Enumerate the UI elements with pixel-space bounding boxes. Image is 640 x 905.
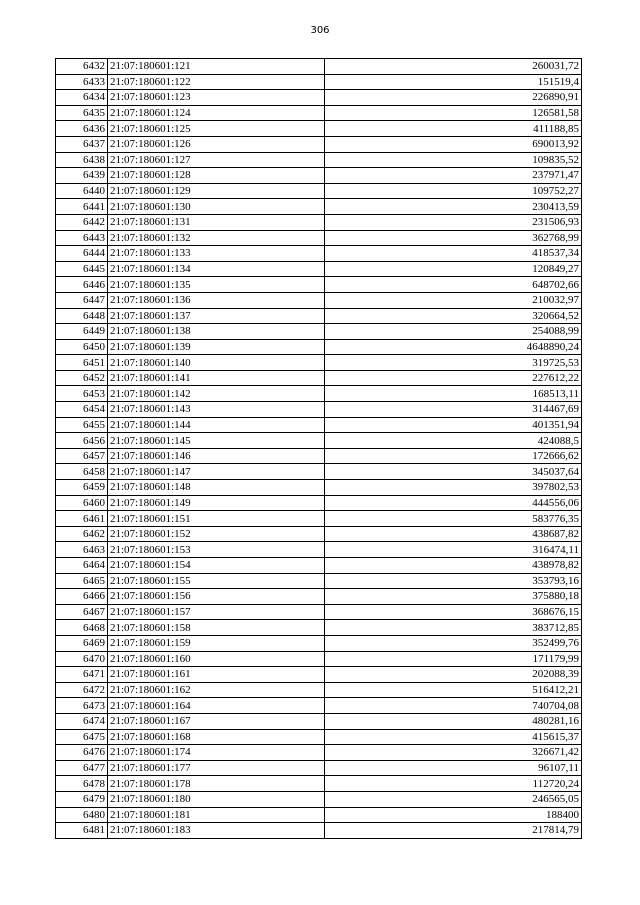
table-row (56, 604, 582, 620)
row-number-cell: 6476 (56, 745, 108, 761)
table-row (56, 168, 582, 184)
value-cell: 690013,92 (325, 136, 582, 152)
cadastral-number-cell: 21:07:180601:121 (108, 59, 325, 75)
table-row (56, 667, 582, 683)
row-number-cell: 6451 (56, 355, 108, 371)
table-row (56, 183, 582, 199)
table-row (56, 464, 582, 480)
row-number-cell: 6447 (56, 292, 108, 308)
cadastral-number-cell: 21:07:180601:131 (108, 214, 325, 230)
cadastral-number-cell: 21:07:180601:139 (108, 339, 325, 355)
row-number-cell: 6437 (56, 136, 108, 152)
row-number-cell: 6463 (56, 542, 108, 558)
table-row (56, 199, 582, 215)
cadastral-number-cell: 21:07:180601:148 (108, 480, 325, 496)
value-cell: 411188,85 (325, 121, 582, 137)
row-number-cell: 6479 (56, 791, 108, 807)
cadastral-number-cell: 21:07:180601:140 (108, 355, 325, 371)
cadastral-number-cell: 21:07:180601:124 (108, 105, 325, 121)
cadastral-number-cell: 21:07:180601:127 (108, 152, 325, 168)
cadastral-number-cell: 21:07:180601:156 (108, 589, 325, 605)
row-number-cell: 6435 (56, 105, 108, 121)
table-row (56, 558, 582, 574)
table-row (56, 355, 582, 371)
value-cell: 109752,27 (325, 183, 582, 199)
row-number-cell: 6455 (56, 417, 108, 433)
table-row (56, 620, 582, 636)
row-number-cell: 6464 (56, 558, 108, 574)
table-row (56, 136, 582, 152)
table-row (56, 246, 582, 262)
row-number-cell: 6456 (56, 433, 108, 449)
value-cell: 352499,76 (325, 635, 582, 651)
data-table (55, 58, 582, 839)
value-cell: 516412,21 (325, 682, 582, 698)
cadastral-number-cell: 21:07:180601:174 (108, 745, 325, 761)
value-cell: 112720,24 (325, 776, 582, 792)
table-row (56, 729, 582, 745)
cadastral-number-cell: 21:07:180601:137 (108, 308, 325, 324)
cadastral-number-cell: 21:07:180601:123 (108, 90, 325, 106)
value-cell: 424088,5 (325, 433, 582, 449)
value-cell: 230413,59 (325, 199, 582, 215)
value-cell: 316474,11 (325, 542, 582, 558)
row-number-cell: 6442 (56, 214, 108, 230)
value-cell: 397802,53 (325, 480, 582, 496)
cadastral-number-cell: 21:07:180601:138 (108, 324, 325, 340)
table-row (56, 417, 582, 433)
table-row (56, 74, 582, 90)
row-number-cell: 6454 (56, 402, 108, 418)
cadastral-number-cell: 21:07:180601:143 (108, 402, 325, 418)
value-cell: 444556,06 (325, 495, 582, 511)
value-cell: 648702,66 (325, 277, 582, 293)
row-number-cell: 6445 (56, 261, 108, 277)
cadastral-number-cell: 21:07:180601:177 (108, 760, 325, 776)
value-cell: 260031,72 (325, 59, 582, 75)
row-number-cell: 6478 (56, 776, 108, 792)
value-cell: 480281,16 (325, 713, 582, 729)
row-number-cell: 6466 (56, 589, 108, 605)
table-row (56, 292, 582, 308)
cadastral-number-cell: 21:07:180601:144 (108, 417, 325, 433)
table-row (56, 791, 582, 807)
table-row (56, 152, 582, 168)
table-row (56, 745, 582, 761)
value-cell: 438687,82 (325, 526, 582, 542)
value-cell: 171179,99 (325, 651, 582, 667)
table-row (56, 402, 582, 418)
cadastral-number-cell: 21:07:180601:135 (108, 277, 325, 293)
cadastral-number-cell: 21:07:180601:136 (108, 292, 325, 308)
cadastral-number-cell: 21:07:180601:133 (108, 246, 325, 262)
row-number-cell: 6460 (56, 495, 108, 511)
cadastral-number-cell: 21:07:180601:132 (108, 230, 325, 246)
value-cell: 126581,58 (325, 105, 582, 121)
cadastral-number-cell: 21:07:180601:161 (108, 667, 325, 683)
row-number-cell: 6473 (56, 698, 108, 714)
row-number-cell: 6467 (56, 604, 108, 620)
row-number-cell: 6452 (56, 370, 108, 386)
table-row (56, 339, 582, 355)
cadastral-number-cell: 21:07:180601:181 (108, 807, 325, 823)
row-number-cell: 6475 (56, 729, 108, 745)
cadastral-number-cell: 21:07:180601:147 (108, 464, 325, 480)
value-cell: 314467,69 (325, 402, 582, 418)
table-row (56, 682, 582, 698)
row-number-cell: 6458 (56, 464, 108, 480)
row-number-cell: 6457 (56, 448, 108, 464)
cadastral-number-cell: 21:07:180601:180 (108, 791, 325, 807)
table-row (56, 573, 582, 589)
cadastral-number-cell: 21:07:180601:157 (108, 604, 325, 620)
value-cell: 345037,64 (325, 464, 582, 480)
cadastral-number-cell: 21:07:180601:158 (108, 620, 325, 636)
table-row (56, 776, 582, 792)
table-row (56, 526, 582, 542)
table-row (56, 651, 582, 667)
value-cell: 353793,16 (325, 573, 582, 589)
table-row (56, 90, 582, 106)
value-cell: 438978,82 (325, 558, 582, 574)
cadastral-number-cell: 21:07:180601:130 (108, 199, 325, 215)
row-number-cell: 6465 (56, 573, 108, 589)
table-row (56, 542, 582, 558)
row-number-cell: 6480 (56, 807, 108, 823)
cadastral-number-cell: 21:07:180601:146 (108, 448, 325, 464)
row-number-cell: 6438 (56, 152, 108, 168)
row-number-cell: 6436 (56, 121, 108, 137)
row-number-cell: 6462 (56, 526, 108, 542)
row-number-cell: 6477 (56, 760, 108, 776)
cadastral-number-cell: 21:07:180601:152 (108, 526, 325, 542)
row-number-cell: 6443 (56, 230, 108, 246)
row-number-cell: 6450 (56, 339, 108, 355)
table-row (56, 277, 582, 293)
page-number: 306 (310, 25, 330, 36)
cadastral-number-cell: 21:07:180601:151 (108, 511, 325, 527)
value-cell: 418537,34 (325, 246, 582, 262)
value-cell: 120849,27 (325, 261, 582, 277)
table-row (56, 807, 582, 823)
cadastral-number-cell: 21:07:180601:126 (108, 136, 325, 152)
table-row (56, 324, 582, 340)
cadastral-number-cell: 21:07:180601:168 (108, 729, 325, 745)
cadastral-number-cell: 21:07:180601:153 (108, 542, 325, 558)
value-cell: 151519,4 (325, 74, 582, 90)
cadastral-number-cell: 21:07:180601:178 (108, 776, 325, 792)
value-cell: 362768,99 (325, 230, 582, 246)
value-cell: 246565,05 (325, 791, 582, 807)
table-row (56, 495, 582, 511)
value-cell: 109835,52 (325, 152, 582, 168)
value-cell: 188400 (325, 807, 582, 823)
table-row (56, 823, 582, 839)
cadastral-number-cell: 21:07:180601:183 (108, 823, 325, 839)
row-number-cell: 6453 (56, 386, 108, 402)
cadastral-number-cell: 21:07:180601:149 (108, 495, 325, 511)
table-row (56, 370, 582, 386)
cadastral-number-cell: 21:07:180601:142 (108, 386, 325, 402)
cadastral-number-cell: 21:07:180601:125 (108, 121, 325, 137)
value-cell: 172666,62 (325, 448, 582, 464)
table-row (56, 308, 582, 324)
cadastral-number-cell: 21:07:180601:160 (108, 651, 325, 667)
row-number-cell: 6434 (56, 90, 108, 106)
value-cell: 231506,93 (325, 214, 582, 230)
cadastral-number-cell: 21:07:180601:164 (108, 698, 325, 714)
value-cell: 227612,22 (325, 370, 582, 386)
table-row (56, 635, 582, 651)
row-number-cell: 6446 (56, 277, 108, 293)
value-cell: 740704,08 (325, 698, 582, 714)
row-number-cell: 6433 (56, 74, 108, 90)
value-cell: 326671,42 (325, 745, 582, 761)
value-cell: 415615,37 (325, 729, 582, 745)
table-row (56, 433, 582, 449)
row-number-cell: 6459 (56, 480, 108, 496)
value-cell: 375880,18 (325, 589, 582, 605)
table-row (56, 59, 582, 75)
value-cell: 217814,79 (325, 823, 582, 839)
value-cell: 320664,52 (325, 308, 582, 324)
value-cell: 168513,11 (325, 386, 582, 402)
table-row (56, 589, 582, 605)
table-row (56, 511, 582, 527)
value-cell: 583776,35 (325, 511, 582, 527)
value-cell: 237971,47 (325, 168, 582, 184)
value-cell: 383712,85 (325, 620, 582, 636)
row-number-cell: 6474 (56, 713, 108, 729)
row-number-cell: 6481 (56, 823, 108, 839)
cadastral-number-cell: 21:07:180601:122 (108, 74, 325, 90)
cadastral-number-cell: 21:07:180601:129 (108, 183, 325, 199)
row-number-cell: 6432 (56, 59, 108, 75)
row-number-cell: 6469 (56, 635, 108, 651)
value-cell: 368676,15 (325, 604, 582, 620)
row-number-cell: 6461 (56, 511, 108, 527)
cadastral-number-cell: 21:07:180601:128 (108, 168, 325, 184)
table-row (56, 261, 582, 277)
row-number-cell: 6472 (56, 682, 108, 698)
cadastral-number-cell: 21:07:180601:162 (108, 682, 325, 698)
row-number-cell: 6468 (56, 620, 108, 636)
value-cell: 4648890,24 (325, 339, 582, 355)
table-row (56, 214, 582, 230)
value-cell: 401351,94 (325, 417, 582, 433)
table-row (56, 698, 582, 714)
table-row (56, 760, 582, 776)
cadastral-number-cell: 21:07:180601:155 (108, 573, 325, 589)
value-cell: 319725,53 (325, 355, 582, 371)
row-number-cell: 6471 (56, 667, 108, 683)
value-cell: 96107,11 (325, 760, 582, 776)
table-row (56, 105, 582, 121)
value-cell: 226890,91 (325, 90, 582, 106)
table-row (56, 230, 582, 246)
cadastral-number-cell: 21:07:180601:141 (108, 370, 325, 386)
value-cell: 254088,99 (325, 324, 582, 340)
cadastral-number-cell: 21:07:180601:134 (108, 261, 325, 277)
cadastral-number-cell: 21:07:180601:159 (108, 635, 325, 651)
value-cell: 210032,97 (325, 292, 582, 308)
row-number-cell: 6448 (56, 308, 108, 324)
row-number-cell: 6449 (56, 324, 108, 340)
cadastral-number-cell: 21:07:180601:167 (108, 713, 325, 729)
cadastral-number-cell: 21:07:180601:154 (108, 558, 325, 574)
table-row (56, 386, 582, 402)
table-row (56, 713, 582, 729)
value-cell: 202088,39 (325, 667, 582, 683)
row-number-cell: 6470 (56, 651, 108, 667)
row-number-cell: 6439 (56, 168, 108, 184)
table-body (56, 59, 582, 839)
cadastral-number-cell: 21:07:180601:145 (108, 433, 325, 449)
row-number-cell: 6441 (56, 199, 108, 215)
table-row (56, 480, 582, 496)
table-row (56, 448, 582, 464)
table-row (56, 121, 582, 137)
row-number-cell: 6444 (56, 246, 108, 262)
row-number-cell: 6440 (56, 183, 108, 199)
